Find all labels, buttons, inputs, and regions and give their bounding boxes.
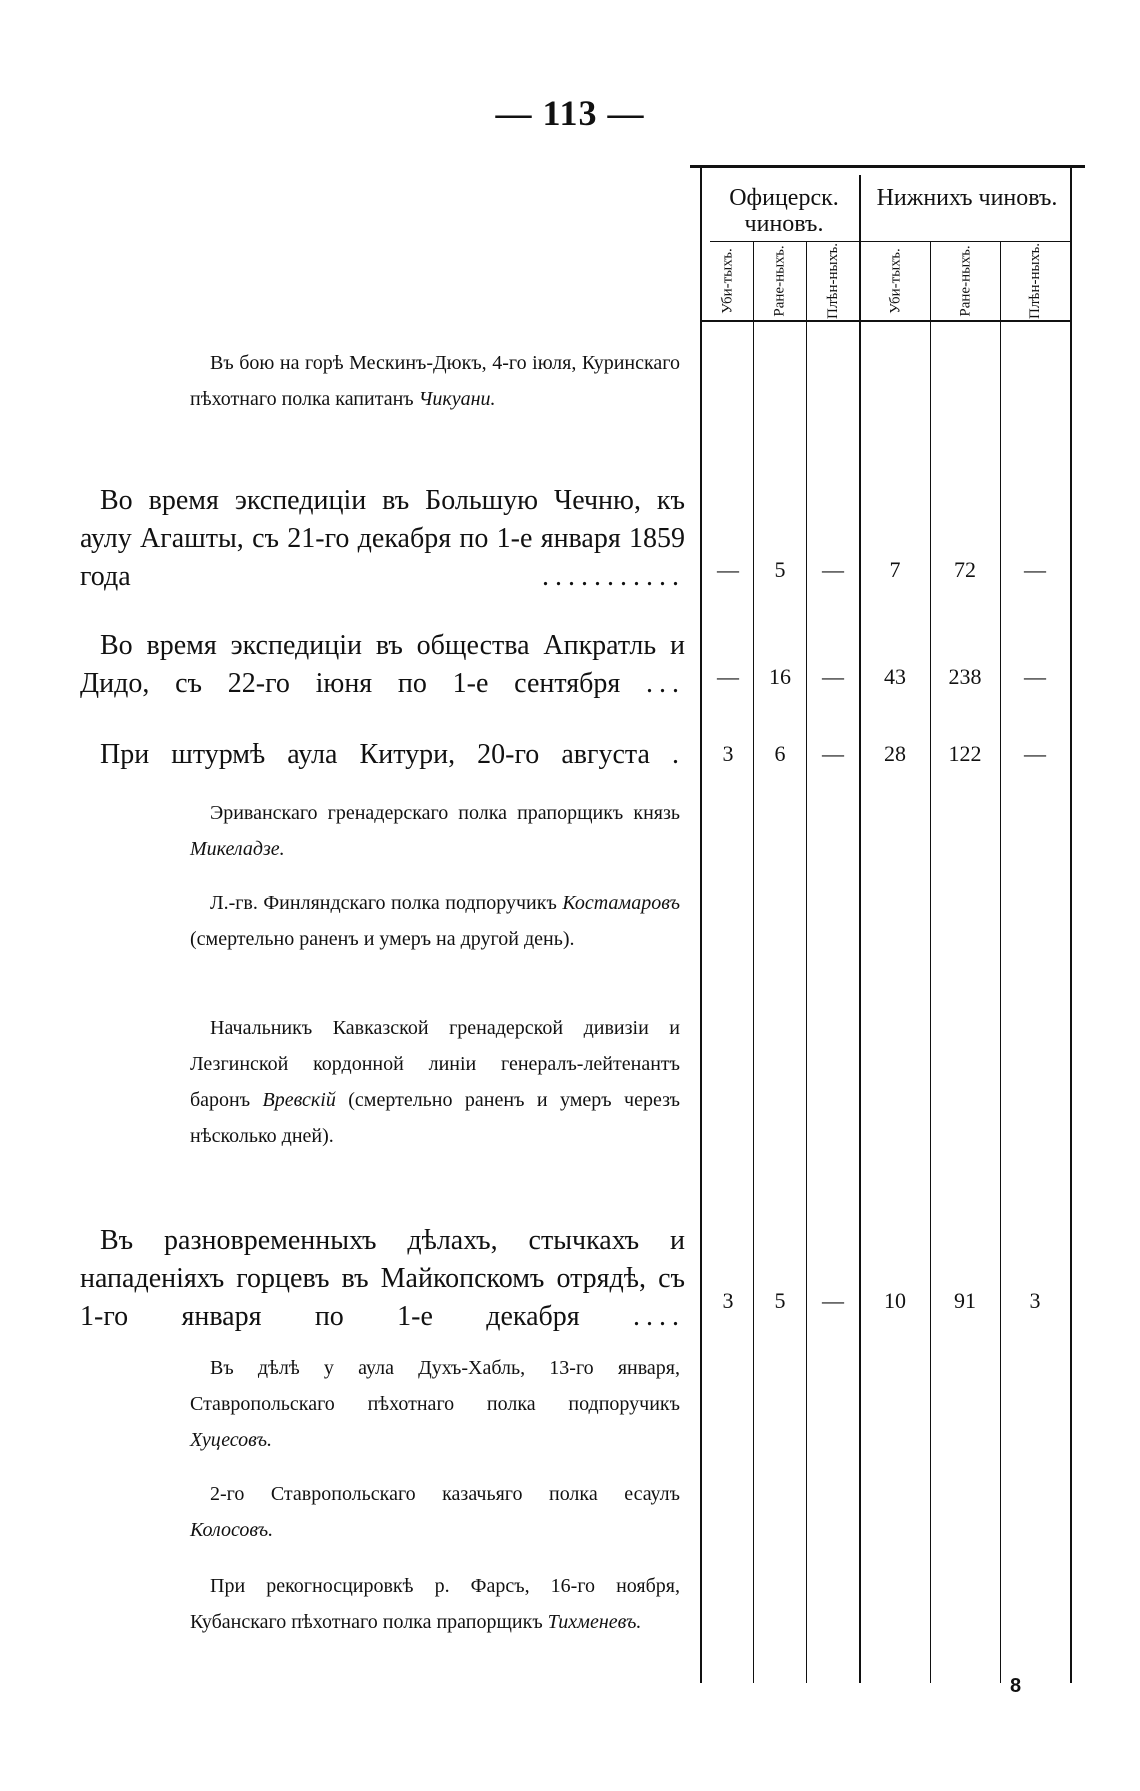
column-header-lower-killed: Уби-тыхъ. — [887, 248, 904, 314]
officers-header: Офицерск. чиновъ. — [729, 185, 839, 237]
entry-mesken-duk: Въ бою на горѣ Мескинъ-Дюкъ, 4-го іюля, Куринскаго пѣхотнаго полка капитанъ Чикуани. — [190, 352, 680, 410]
entry-mikeladze: Эриванскаго гренадерскаго полка прапорщикъ князь Микеладзе. — [190, 802, 680, 860]
column-header-lower-captured: Плѣн-ныхъ. — [1027, 242, 1044, 320]
cell-officers-wounded: 5 — [774, 557, 786, 582]
officer-name: Колосовъ. — [190, 1519, 274, 1541]
table-left-border — [700, 168, 702, 1683]
cell-officers-captured: — — [822, 741, 844, 766]
lower-ranks-header: Нижнихъ чиновъ. — [876, 185, 1058, 211]
cell-lower-killed: 10 — [884, 1288, 906, 1313]
officer-name: Вревскій — [262, 1089, 336, 1111]
entry-tikhmenev: При рекогносцировкѣ р. Фарсъ, 16-го ноября, Кубанскаго пѣхотнаго полка прапорщикъ Тихменевъ. — [190, 1575, 680, 1633]
table-right-border — [1070, 168, 1072, 1683]
entry-kolosov: 2-го Ставропольскаго казачьяго полка есаулъ Колосовъ. — [190, 1483, 680, 1541]
officer-name: Костамаровъ — [562, 892, 680, 914]
officer-name: Микеладзе. — [190, 838, 285, 860]
entry-vrevsky: Начальникъ Кавказской гренадерской дивизіи и Лезгинской кордонной линіи генералъ-лейтенантъ баронъ Вревскій (смертельно раненъ и умеръ черезъ нѣсколько дней). — [190, 1017, 680, 1147]
cell-officers-captured: — — [822, 1288, 844, 1313]
cell-lower-wounded: 72 — [954, 557, 976, 582]
officer-name: Чикуани. — [418, 388, 496, 410]
cell-officers-killed: 3 — [722, 1288, 734, 1313]
cell-lower-wounded: 91 — [954, 1288, 976, 1313]
cell-officers-wounded: 16 — [769, 664, 791, 689]
cell-officers-killed: 3 — [722, 741, 734, 766]
signature-mark: 8 — [1010, 1675, 1022, 1697]
column-separator — [1000, 242, 1001, 1683]
column-separator — [930, 242, 931, 1683]
entry-khutsesov: Въ дѣлѣ у аула Духъ-Хабль, 13-го января, Ставропольскаго пѣхотнаго полка подпоручикъ Хуцесовъ. — [190, 1357, 680, 1451]
cell-officers-captured: — — [822, 557, 844, 582]
cell-lower-captured: — — [1024, 741, 1046, 766]
column-separator — [753, 242, 754, 1683]
officer-name: Тихменевъ. — [547, 1611, 642, 1633]
column-header-officers-killed: Уби-тыхъ. — [720, 248, 736, 314]
cell-lower-killed: 7 — [889, 557, 901, 582]
entry-big-chechnya: Во время экспедиціи въ Большую Чечню, къ аулу Агашты, съ 21-го декабря по 1-е января 1859 года ........... — [80, 485, 685, 592]
entry-apkratl-dido: Во время экспедиціи въ общества Апкратль и Дидо, съ 22-го іюня по 1-е сентября ... — [80, 630, 686, 699]
cell-lower-captured: 3 — [1029, 1288, 1041, 1313]
entry-kostamarov: Л.-гв. Финляндскаго полка подпоручикъ Костамаровъ (смертельно раненъ и умеръ на другой день). — [190, 892, 680, 950]
cell-officers-wounded: 5 — [774, 1288, 786, 1313]
cell-lower-killed: 43 — [884, 664, 906, 689]
cell-lower-killed: 28 — [884, 741, 906, 766]
cell-officers-captured: — — [822, 664, 844, 689]
column-header-lower-wounded: Ране-ныхъ. — [957, 245, 974, 317]
entry-maikop: Въ разновременныхъ дѣлахъ, стычкахъ и нападеніяхъ горцевъ въ Майкопскомъ отрядѣ, съ 1-го января по 1-е декабря .... — [80, 1225, 685, 1332]
cell-lower-wounded: 238 — [948, 664, 982, 689]
table-top-rule — [690, 165, 1085, 168]
cell-lower-wounded: 122 — [948, 741, 982, 766]
column-header-officers-wounded: Ране-ныхъ. — [772, 245, 789, 317]
officer-name: Хуцесовъ. — [190, 1429, 272, 1451]
group-separator — [859, 175, 861, 1683]
entry-kituri: При штурмѣ аула Китури, 20-го августа . — [100, 739, 686, 770]
column-separator — [806, 242, 807, 1683]
cell-officers-killed: — — [717, 557, 739, 582]
cell-officers-wounded: 6 — [774, 741, 786, 766]
page-number: — 113 — — [495, 93, 645, 133]
cell-lower-captured: — — [1024, 557, 1046, 582]
cell-lower-captured: — — [1024, 664, 1046, 689]
column-header-officers-captured: Плѣн-ныхъ. — [825, 242, 841, 320]
cell-officers-killed: — — [717, 664, 739, 689]
